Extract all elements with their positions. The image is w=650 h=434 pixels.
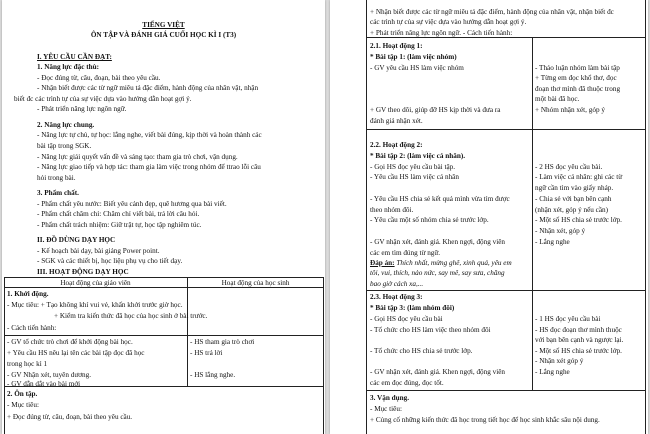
document-page-left xyxy=(2,0,325,434)
text-line: - Năng lực giao tiếp và hợp tác: tham gia làm việc trong nhóm để ttrao lỗi câu xyxy=(37,163,261,171)
text-line: - Kế hoạch bài dạy, bài giảng Power point. xyxy=(37,247,160,255)
activity-heading: 2.3. Hoạt động 3: xyxy=(370,293,423,301)
table-cell-line: các em tìm đúng từ ngữ. xyxy=(370,249,441,257)
answer-text: bao giờ cách xa,... xyxy=(370,280,424,288)
exercise-heading: * Bài tập 2: (làm việc cá nhân). xyxy=(370,152,466,160)
table-header-student: Hoạt động của học sinh xyxy=(221,279,290,287)
table-divider xyxy=(366,390,646,391)
answer-text: tôi, vui, thích, nảo nức, say mê, say sưa, chăng xyxy=(370,269,505,277)
table-divider xyxy=(187,277,188,386)
table-cell-line: đánh giá nhận xét. xyxy=(370,117,423,125)
table-cell-line: - 2 HS đọc yêu cầu bài. xyxy=(535,163,603,171)
table-divider xyxy=(366,129,646,130)
table-cell-line: trong học kì 1 xyxy=(7,360,48,368)
text-line: - Năng lực giải quyết vấn đề và sáng tạo: tham gia trò chơi, vận dụng. xyxy=(37,153,238,161)
table-cell-line: + Từng em đọc khổ thơ, đọc xyxy=(535,74,617,82)
text-line: - Phẩm chất yêu nước: Biết yêu cảnh đẹp, quê hương qua bài viết. xyxy=(37,200,227,208)
table-cell-line: - Lắng nghe xyxy=(535,238,570,246)
table-cell-line: + Kiểm tra kiến thức đã học của học sinh ở bài trước. xyxy=(54,312,208,320)
table-cell-line: + Nhóm nhận xét, góp ý xyxy=(535,106,605,114)
table-cell-line: - Tổ chức cho HS chia sẻ trước lớp. xyxy=(370,347,473,355)
subsection-heading: 2. Năng lực chung. xyxy=(37,121,95,129)
text-line: - Phẩm chất trách nhiệm: Giữ trật tự, học tập nghiêm túc. xyxy=(37,221,202,229)
table-header-teacher: Hoạt động của giáo viên xyxy=(60,279,131,287)
table-cell-line: ngữ cần tìm vào giấy nháp. xyxy=(535,184,614,192)
table-cell-line: - Thảo luận nhóm làm bài tập xyxy=(535,64,620,72)
text-line: - Nhận biết được các từ ngữ miêu tả đặc điểm, hành động của nhân vật, nhận xyxy=(37,84,259,92)
document-page-right xyxy=(330,0,648,434)
text-line: - Phẩm chất chăm chỉ: Chăm chỉ viết bài, trả lời câu hỏi. xyxy=(37,210,200,218)
table-cell-line: - HS lắng nghe. xyxy=(190,371,236,379)
table-cell-line: - Một số HS chia sẻ trước lớp. xyxy=(535,347,622,355)
lesson-title: ÔN TẬP VÀ ĐÁNH GIÁ CUỐI HỌC KÌ I (T3) xyxy=(90,31,237,39)
table-cell-line: một bài đã học. xyxy=(535,95,580,103)
activity-heading: 1. Khởi động. xyxy=(7,290,49,298)
activity-heading: 2.2. Hoạt động 2: xyxy=(370,141,423,149)
table-cell-line: + Yêu cầu HS nêu lại tên các bài tập đọc đã học xyxy=(7,349,145,357)
table-divider xyxy=(366,37,646,38)
text-line: hỏi trong bài. xyxy=(37,174,76,182)
table-cell-line: với bạn bên cạnh và ngược lại. xyxy=(535,336,624,344)
activity-heading: 2. Ôn tập. xyxy=(7,390,38,398)
subsection-heading: 3. Phẩm chất. xyxy=(37,189,79,197)
table-cell-line: - Mục tiêu: xyxy=(7,401,39,409)
section-heading: III. HOẠT ĐỘNG DẠY HỌC xyxy=(37,268,129,276)
text-line: - Đọc đúng từ, câu, đoạn, bài theo yêu cầu. xyxy=(37,74,161,82)
activity-heading: 3. Vận dụng. xyxy=(370,394,410,402)
table-cell-line: - HS trả lời xyxy=(190,349,223,357)
table-cell-line: - GV yêu cầu HS làm việc nhóm xyxy=(370,64,464,72)
subject-title: TIẾNG VIỆT xyxy=(142,21,185,29)
table-cell-line: - Cách tiến hành: xyxy=(7,324,57,332)
answer-text: Thích nhất, mừng ghê, xinh quá, yêu em xyxy=(394,259,512,267)
table-cell-line: - Yêu cầu HS chia sẻ kết quả mình vừa tìm được xyxy=(370,195,510,203)
table-divider xyxy=(4,335,324,336)
table-cell-line: - Gọi HS đọc yêu cầu bài xyxy=(370,315,443,323)
table-cell-line: - 1 HS đọc yêu cầu bài xyxy=(535,315,601,323)
table-cell-line: - GV nhận xét, đánh giá. Khen ngợi, động viên xyxy=(370,368,506,376)
table-cell-line: - Nhận xét góp ý xyxy=(535,357,584,365)
table-cell-line: + GV theo dõi, giúp đỡ HS kịp thời và đưa ra xyxy=(370,106,501,114)
answer-label: Đáp án: xyxy=(370,259,395,267)
table-cell-line: - GV dẫn dắt vào bài mới xyxy=(7,380,81,388)
table-cell-line: đoạn thơ mình đã thuộc trong xyxy=(535,85,621,93)
table-cell-line: + Củng cố những kiến thức đã học trong tiết học để học sinh khắc sâu nội dung. xyxy=(370,416,600,424)
table-divider xyxy=(532,37,533,390)
table-cell-line: - Mục tiêu: xyxy=(370,405,402,413)
table-cell-line: - Chia sẻ với bạn bên cạnh xyxy=(535,195,612,203)
table-divider xyxy=(4,287,324,288)
table-cell-line: - GV nhận xét, đánh giá. Khen ngợi, động viên xyxy=(370,238,506,246)
table-cell-line: - GV Nhận xét, tuyên dương. xyxy=(7,371,92,379)
subsection-heading: 1. Năng lực đặc thù: xyxy=(37,63,100,71)
text-line: - SGK và các thiết bị, học liệu phụ vụ cho tiết dạy. xyxy=(37,257,183,265)
table-cell-line: - GV tổ chức trò chơi để khởi động bài học. xyxy=(7,338,133,346)
table-cell-line: - Gọi HS đọc yêu cầu bài tập. xyxy=(370,163,456,171)
table-cell-line: - Yêu cầu một số nhóm chia sẻ trước lớp. xyxy=(370,216,489,224)
table-cell-line: - Một số HS chia sẻ trước lớp. xyxy=(535,216,622,224)
table-cell-line: (nhận xét, góp ý nếu cần) xyxy=(535,206,609,214)
table-cell-line: - HS đọc đoạn thơ mình thuộc xyxy=(535,326,622,334)
table-cell-line: - Yêu cầu HS làm việc cá nhân xyxy=(370,173,459,181)
table-cell-line: các trình tự của sự việc dựa vào hướng dẫn hoạt gợi ý. xyxy=(370,18,527,26)
text-line: - Năng lực tự chủ, tự học: lắng nghe, viết bài đúng, kịp thời và hoàn thành các xyxy=(37,131,262,139)
activity-heading: 2.1. Hoạt động 1: xyxy=(370,42,423,50)
table-divider xyxy=(366,290,646,291)
section-heading: II. ĐỒ DÙNG DẠY HỌC xyxy=(37,236,116,244)
table-cell-line: theo nhóm đôi. xyxy=(370,206,414,214)
text-line: - Phát triển năng lực ngôn ngữ. xyxy=(37,105,127,113)
table-cell-line: + Phát triển năng lực ngôn ngữ. - Cách tiến hành: xyxy=(370,29,513,37)
table-cell-line: - Nhận xét, góp ý xyxy=(535,227,586,235)
text-line: biết đc các trình tự của sự việc dựa vào hướng dẫn hoạt gợi ý. xyxy=(14,95,192,103)
answer-line xyxy=(370,259,512,267)
text-line: bài tập trong SGK. xyxy=(37,142,92,150)
table-cell-line: + Nhận biết được các từ ngữ miêu tả đặc điểm, hành động của nhân vật, nhận biết đc xyxy=(370,8,614,16)
table-cell-line: - Làm việc cá nhân: ghi các từ xyxy=(535,173,623,181)
table-cell-line: - HS tham gia trò chơi xyxy=(190,338,255,346)
table-cell-line: các em đọc đúng, đọc tốt. xyxy=(370,379,444,387)
section-heading: I. YÊU CẦU CẦN ĐẠT: xyxy=(37,53,112,61)
table-cell-line: - Tổ chức cho HS làm việc theo nhóm đôi xyxy=(370,326,491,334)
exercise-heading: * Bài tập 1: (làm việc nhóm) xyxy=(370,53,457,61)
exercise-heading: * Bài tập 3: (làm nhóm đôi) xyxy=(370,304,455,312)
table-cell-line: - Mục tiêu: + Tạo không khí vui vẻ, khấn khởi trước giờ học. xyxy=(7,301,183,309)
table-cell-line: - Lắng nghe xyxy=(535,368,570,376)
table-cell-line: + Đọc đúng từ, câu, đoạn, bài theo yêu cầu. xyxy=(7,413,133,421)
